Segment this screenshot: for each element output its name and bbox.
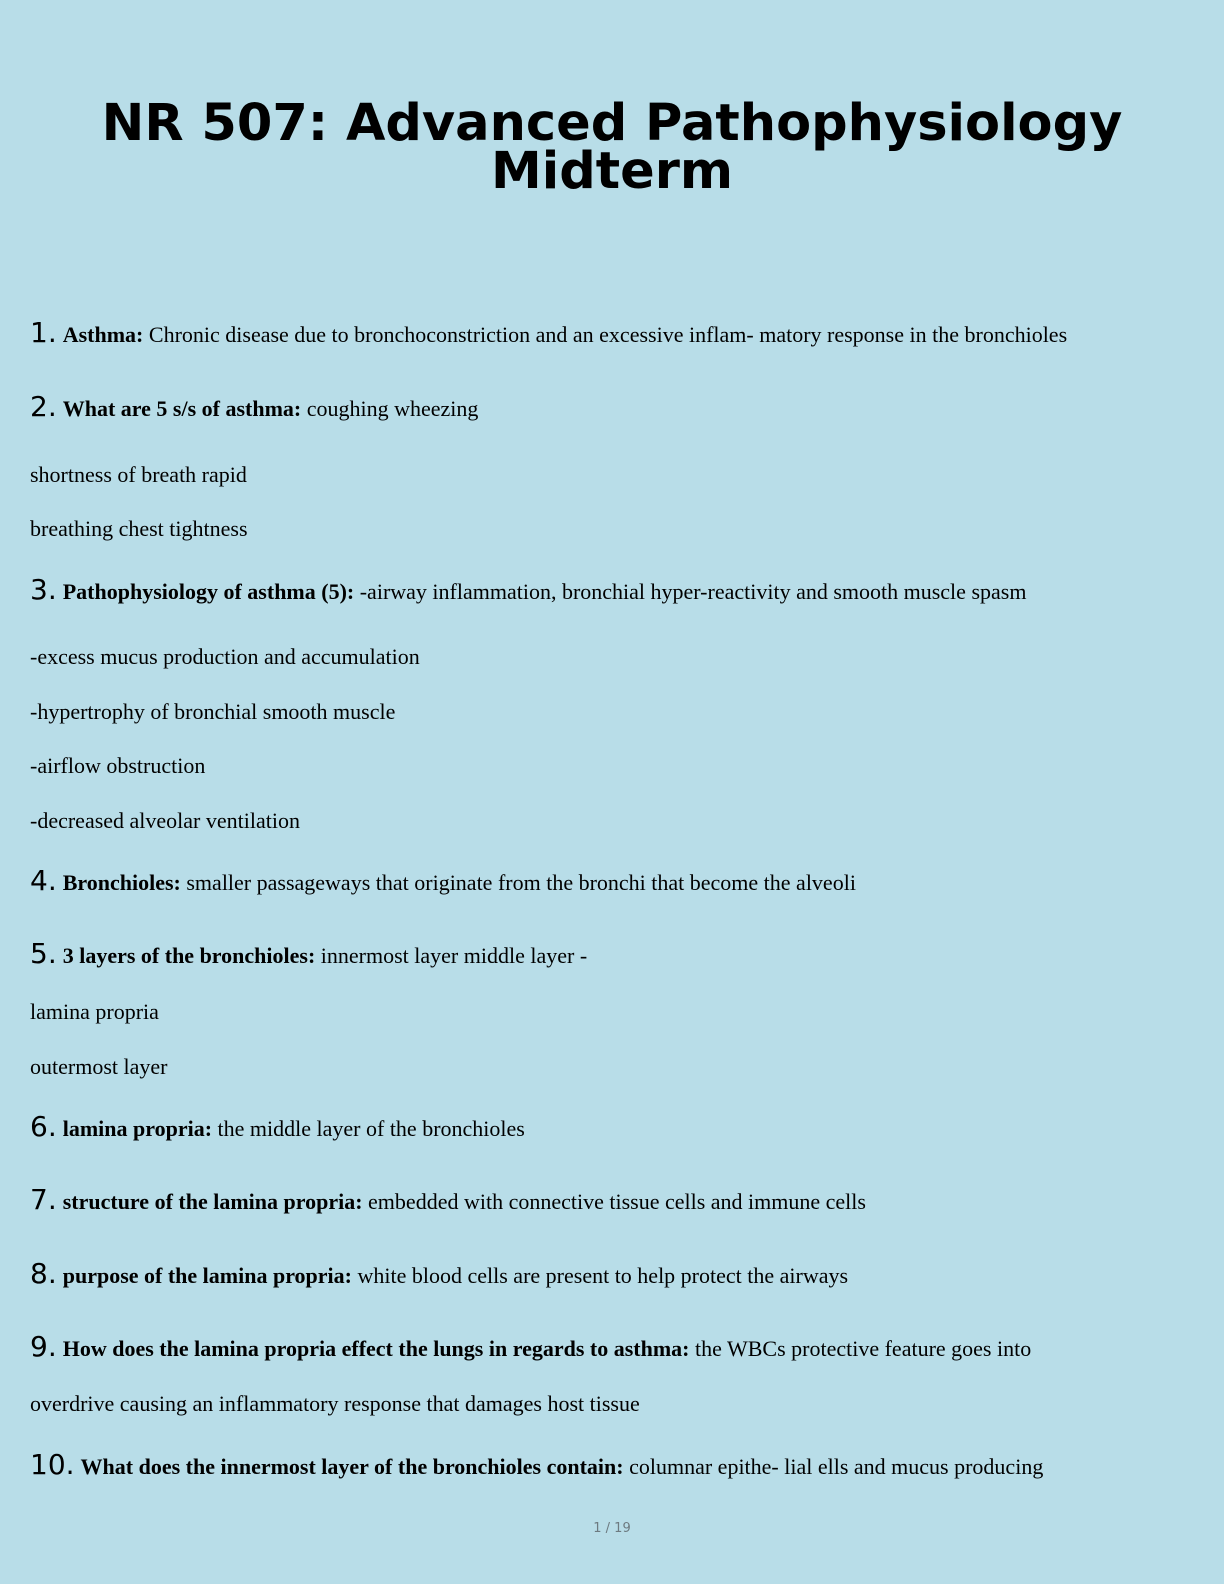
item-term: How does the lamina propria effect the lungs in regards to asthma: [62,1336,690,1361]
item-term: What does the innermost layer of the bronchioles contain: [80,1454,624,1479]
item-number: 6. [30,1110,57,1143]
item-number: 3. [30,573,57,606]
list-item [30,1332,1205,1364]
item-number: 8. [30,1257,57,1290]
continuation-line: outermost layer [30,1054,168,1079]
item-term: 3 layers of the bronchioles: [62,943,316,968]
list-item [30,939,1205,971]
item-term: What are 5 s/s of asthma: [62,396,302,421]
item-term: Asthma: [62,322,144,347]
continuation-line: shortness of breath rapid [30,462,247,487]
page-number: 1 / 19 [593,1521,631,1536]
list-item [30,575,1205,607]
page-title [0,94,1224,201]
continuation-line: overdrive causing an inflammatory response that damages host tissue [30,1391,640,1416]
continuation-line: breathing chest tightness [30,516,248,541]
title-line-1: NR 507: Advanced Pathophysiology [101,94,1123,153]
list-item [30,1112,1205,1144]
item-term: lamina propria: [62,1116,213,1141]
item-term: Pathophysiology of asthma (5): [62,579,355,604]
item-text: innermost layer middle layer - [320,943,588,968]
item-number: 4. [30,864,57,897]
item-number: 9. [30,1330,57,1363]
item-term: Bronchioles: [62,870,181,895]
item-number: 2. [30,390,57,423]
item-text: columnar epithe- lial ells and mucus producing [629,1454,1044,1479]
continuation-line: lamina propria [30,999,159,1024]
item-text: the middle layer of the bronchioles [217,1116,525,1141]
item-number: 5. [30,937,57,970]
title-line-2: Midterm [490,142,733,201]
item-text: Chronic disease due to bronchoconstriction and an excessive inflam- matory response in the bronchioles [148,322,1068,347]
list-item [30,318,1205,350]
list-item [30,1259,1205,1291]
item-number: 7. [30,1183,57,1216]
list-item [30,1450,1205,1482]
continuation-line: -airflow obstruction [30,753,206,778]
continuation-line: -decreased alveolar ventilation [30,808,300,833]
continuation-line: -excess mucus production and accumulation [30,644,420,669]
item-number: 1. [30,316,57,349]
list-item [30,1185,1205,1217]
list-item [30,392,1205,424]
item-number: 10. [30,1448,75,1481]
item-text: embedded with connective tissue cells and immune cells [368,1189,866,1214]
list-item [30,866,1205,898]
item-text: smaller passageways that originate from the bronchi that become the alveoli [186,870,856,895]
item-text: coughing wheezing [306,396,479,421]
item-term: structure of the lamina propria: [62,1189,363,1214]
item-text: white blood cells are present to help protect the airways [357,1263,849,1288]
item-text: the WBCs protective feature goes into [695,1336,1032,1361]
item-term: purpose of the lamina propria: [62,1263,352,1288]
continuation-line: -hypertrophy of bronchial smooth muscle [30,699,396,724]
item-text: -airway inflammation, bronchial hyper-reactivity and smooth muscle spasm [359,579,1027,604]
